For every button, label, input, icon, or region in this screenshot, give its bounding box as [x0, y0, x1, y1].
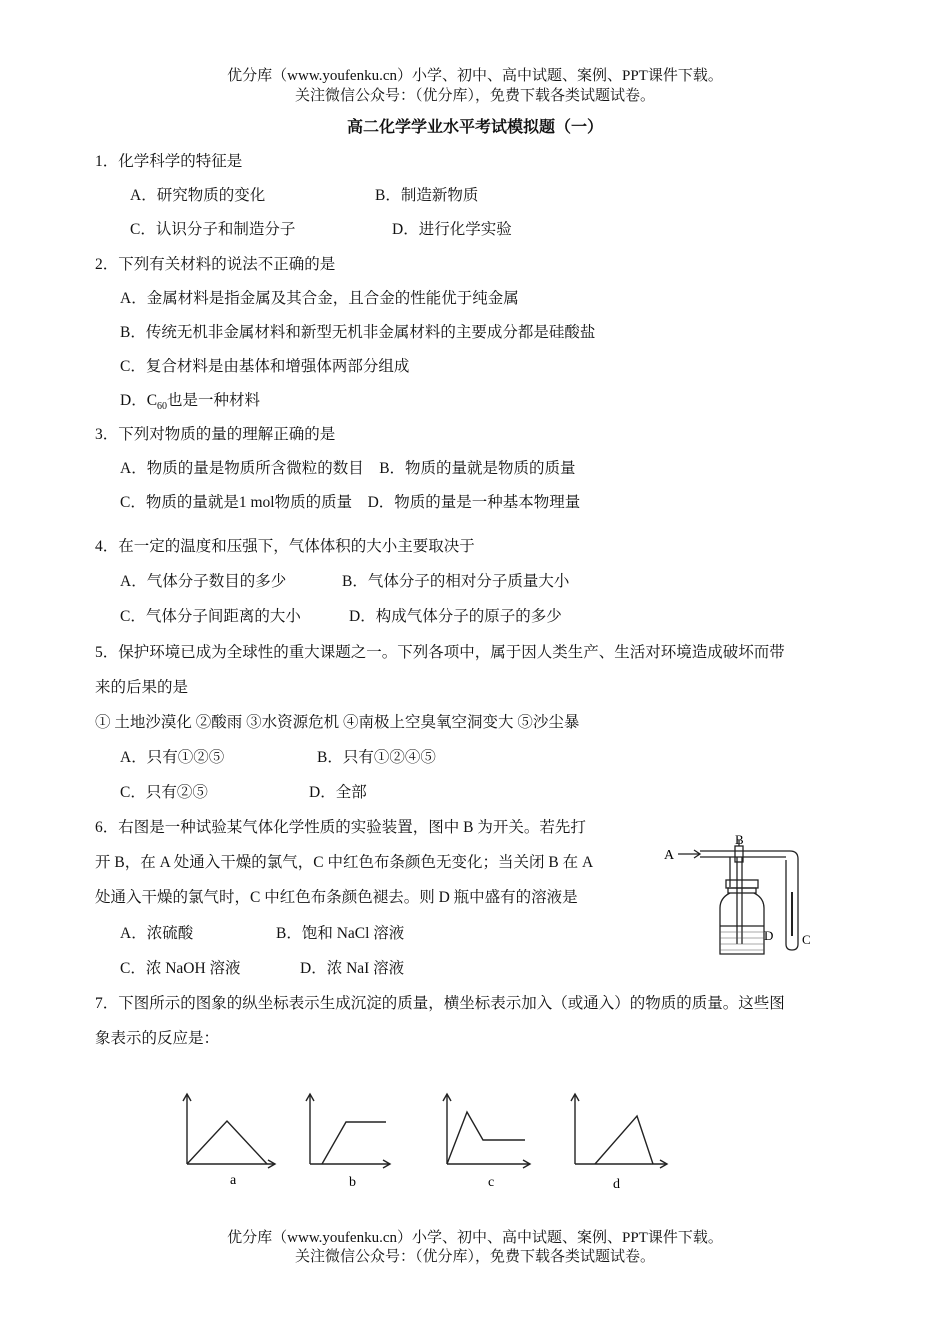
q1-stem: 1．化学科学的特征是 — [95, 153, 243, 170]
q3-options-cd: C．物质的量就是1 mol物质的质量 D．物质的量是一种基本物理量 — [120, 494, 581, 511]
q7-stem-line-2: 象表示的反应是： — [95, 1030, 220, 1047]
q2-stem: 2．下列有关材料的说法不正确的是 — [95, 256, 336, 273]
q6-option-a: A．浓硫酸 — [120, 925, 194, 942]
figure-label-d: D — [764, 928, 774, 943]
graph-b — [306, 1094, 390, 1168]
q5-stem-line-2: 来的后果的是 — [95, 679, 189, 696]
q1-option-c: C．认识分子和制造分子 — [130, 221, 296, 238]
q5-option-c: C．只有②⑤ — [120, 784, 208, 801]
graph-label-d: d — [613, 1177, 620, 1192]
footer-line-1: 优分库（www.youfenku.cn）小学、初中、高中试题、案例、PPT课件下载。 — [227, 1230, 723, 1246]
q6-stem-line-3: 处通入干燥的氯气时，C 中红色布条颜色褪去。则 D 瓶中盛有的溶液是 — [95, 889, 578, 906]
q3-options-ab: A．物质的量是物质所含微粒的数目 B．物质的量就是物质的质量 — [120, 460, 576, 477]
q6-stem-line-2: 开 B，在 A 处通入干燥的氯气，C 中红色布条颜色无变化；当关闭 B 在 A — [95, 854, 594, 871]
graph-label-b: b — [349, 1175, 356, 1190]
q4-stem: 4．在一定的温度和压强下，气体体积的大小主要取决于 — [95, 538, 475, 555]
q2-option-a: A．金属材料是指金属及其合金，且合金的性能优于纯金属 — [120, 290, 519, 307]
q1-option-d: D．进行化学实验 — [392, 221, 512, 238]
q2-option-d-prefix: D．C — [120, 392, 158, 409]
q4-option-d: D．构成气体分子的原子的多少 — [349, 608, 562, 625]
q5-option-b: B．只有①②④⑤ — [317, 749, 436, 766]
q7-stem-line-1: 7．下图所示的图象的纵坐标表示生成沉淀的质量，横坐标表示加入（或通入）的物质的质量。这些图 — [95, 995, 785, 1012]
graph-label-c: c — [488, 1175, 495, 1190]
q5-stem-line-1: 5．保护环境已成为全球性的重大课题之一。下列各项中，属于因人类生产、生活对环境造成破坏而带 — [95, 644, 785, 661]
q5-option-d: D．全部 — [309, 784, 367, 801]
graph-c — [443, 1094, 530, 1168]
q2-option-c: C．复合材料是由基体和增强体两部分组成 — [120, 358, 410, 375]
q4-option-b: B．气体分子的相对分子质量大小 — [342, 573, 570, 590]
q1-option-b: B．制造新物质 — [375, 187, 479, 204]
footer-line-2: 关注微信公众号：（优分库），免费下载各类试题试卷。 — [294, 1249, 655, 1265]
q1-option-a: A．研究物质的变化 — [130, 187, 266, 204]
q6-option-d: D．浓 NaI 溶液 — [300, 960, 405, 977]
graph-label-a: a — [230, 1173, 237, 1188]
q4-option-c: C．气体分子间距离的大小 — [120, 608, 301, 625]
graph-a — [183, 1094, 275, 1168]
q2-option-d-subscript: 60 — [157, 401, 168, 413]
figure-label-c: C — [802, 932, 811, 947]
q4-option-a: A．气体分子数目的多少 — [120, 573, 287, 590]
gas-apparatus-figure — [660, 832, 820, 960]
q3-stem: 3．下列对物质的量的理解正确的是 — [95, 426, 336, 443]
precipitate-graphs — [175, 1088, 685, 1198]
figure-label-a: A — [664, 848, 675, 863]
q2-option-d-suffix: 也是一种材料 — [167, 392, 261, 409]
q6-option-b: B．饱和 NaCl 溶液 — [276, 925, 405, 942]
header-line-1: 优分库（www.youfenku.cn）小学、初中、高中试题、案例、PPT课件下载。 — [227, 68, 723, 84]
figure-label-b: B — [735, 832, 744, 847]
q5-option-a: A．只有①②⑤ — [120, 749, 225, 766]
q5-items: ① 土地沙漠化 ②酸雨 ③水资源危机 ④南极上空臭氧空洞变大 ⑤沙尘暴 — [95, 714, 580, 731]
q2-option-d — [120, 391, 260, 417]
graph-d — [571, 1094, 667, 1168]
page-title: 高二化学学业水平考试模拟题（一） — [346, 119, 603, 136]
header-line-2: 关注微信公众号：（优分库），免费下载各类试题试卷。 — [294, 88, 655, 104]
q2-option-b: B．传统无机非金属材料和新型无机非金属材料的主要成分都是硅酸盐 — [120, 324, 596, 341]
q6-option-c: C．浓 NaOH 溶液 — [120, 960, 241, 977]
q6-stem-line-1: 6．右图是一种试验某气体化学性质的实验装置，图中 B 为开关。若先打 — [95, 819, 586, 836]
